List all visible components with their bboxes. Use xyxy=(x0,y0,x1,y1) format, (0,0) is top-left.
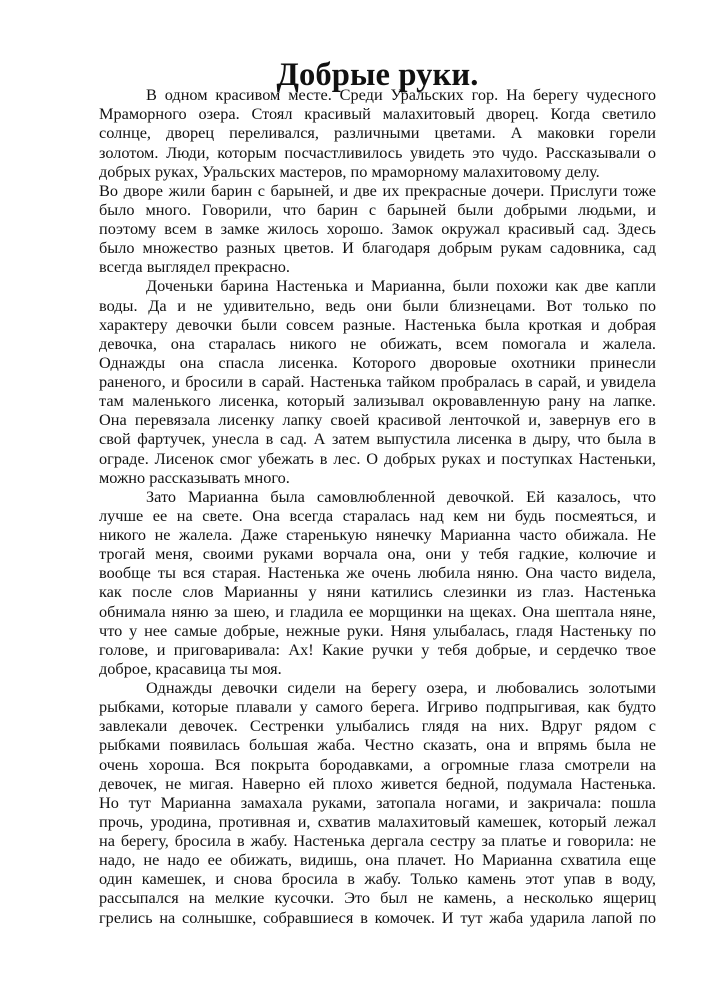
text-line: трогай меня, своими руками ворчала она, они у тебя гадкие, колючие и xyxy=(99,544,656,564)
text-line: всегда выглядел прекрасно. xyxy=(99,257,290,277)
text-line: воды. Да и не удивительно, ведь они были близнецами. Вот только по xyxy=(99,295,656,315)
paragraph xyxy=(99,85,656,181)
paragraph xyxy=(99,678,656,927)
text-line: было много. Говорили, что барин с барыней были добрыми людьми, и xyxy=(99,199,656,219)
text-line: там маленького лисенка, который зализывал окровавленную рану на лапке. xyxy=(99,391,656,411)
text-line: как после слов Марианны у няни катились слезинки из глаз. Настенька xyxy=(99,582,656,602)
text-line: доброе, красавица ты моя. xyxy=(99,658,282,678)
text-line: Во дворе жили барин с барыней, и две их прекрасные дочери. Прислуги тоже xyxy=(99,180,656,200)
text-line: В одном красивом месте. Среди Уральских гор. На берегу чудесного xyxy=(146,85,656,105)
paragraph xyxy=(99,487,656,678)
text-line: рыбками, которые плавали у самого берега. Игриво подпрыгивая, как будто xyxy=(99,697,656,717)
text-line: один камешек, и снова бросила в жабу. Только камень этот упав в воду, xyxy=(99,869,656,889)
text-line: обнимала няню за шею, и гладила ее морщинки на щеках. Она шептала няне, xyxy=(99,601,656,621)
text-line: Однажды девочки сидели на берегу озера, и любовались золотыми xyxy=(146,678,656,697)
document-page xyxy=(99,57,656,927)
text-line: лучше ее на свете. Она всегда старалась над кем ни будь посмеяться, и xyxy=(99,505,656,525)
text-line: Зато Марианна была самовлюбленной девочкой. Ей казалось, что xyxy=(146,486,656,506)
text-line: что у нее самые добрые, нежные руки. Няня улыбалась, гладя Настеньку по xyxy=(99,620,656,640)
text-line: грелись на солнышке, собравшиеся в комочек. И тут жаба ударила лапой по xyxy=(99,907,656,927)
document-title: Добрые руки. xyxy=(276,57,479,93)
text-line: девочек, не мигая. Наверно ей плохо живется бедной, подумала Настенька. xyxy=(99,773,656,793)
text-line: девочка, она старалась никого не обижать, всем помогала и жалела. xyxy=(99,333,656,353)
text-line: надо, не надо ее обижать, видишь, она плачет. Но Марианна схватила еще xyxy=(99,850,656,870)
text-line: прочь, уродина, противная и, схватив малахитовый камешек, который лежал xyxy=(99,811,656,831)
text-line: рассыпался на мелкие кусочки. Это был не камень, а несколько ящериц xyxy=(99,888,656,908)
text-line: никого не жалела. Даже старенькую нянечку Марианна часто обижала. Не xyxy=(99,525,656,544)
text-line: рыбками появилась большая жаба. Честно сказать, она и впрямь была не xyxy=(99,735,656,755)
text-line: было множество разных цветов. И благодаря добрым рукам садовника, сад xyxy=(99,238,656,258)
paragraph xyxy=(99,276,656,486)
text-line: Мраморного озера. Стоял красивый малахитовый дворец. Когда светило xyxy=(99,104,656,124)
text-line: добрых руках, Уральских мастеров, по мраморному малахитовому делу. xyxy=(99,161,600,181)
document-body xyxy=(99,85,656,927)
text-line: очень хороша. Вся покрыта бородавками, а огромные глаза смотрели на xyxy=(99,754,656,774)
text-line: солнце, дворец переливался, различными цветами. А маковки горели xyxy=(99,123,656,143)
text-line: Однажды она спасла лисенка. Которого дворовые охотники принесли xyxy=(99,352,656,372)
text-line: свой фартучек, унесла в сад. А затем выпустила лисенка в дыру, что была в xyxy=(99,429,656,449)
text-line: раненого, и бросили в сарай. Настенька тайком пробралась в сарай, и увидела xyxy=(99,372,656,391)
text-line: Но тут Марианна замахала руками, затопала ногами, и закричала: пошла xyxy=(99,792,656,812)
paragraph xyxy=(99,181,656,277)
text-line: золотом. Люди, которым посчастливилось увидеть это чудо. Рассказывали о xyxy=(99,142,656,162)
text-line: Она перевязала лисенку лапку своей красивой ленточкой и, завернув его в xyxy=(99,410,656,430)
text-line: Доченьки барина Настенька и Марианна, были похожи как две капли xyxy=(146,276,656,296)
text-line: поэтому всем в замке жилось хорошо. Замок окружал красивый сад. Здесь xyxy=(99,219,656,238)
text-line: вообще ты вся старая. Настенька же очень любила няню. Она часто видела, xyxy=(99,563,656,583)
text-line: ограде. Лисенок смог убежать в лес. О добрых руках и поступках Настеньки, xyxy=(99,448,656,468)
text-line: можно рассказывать много. xyxy=(99,467,290,487)
text-line: завлекали девочек. Сестренки улыбались глядя на них. Вдруг рядом с xyxy=(99,716,656,736)
text-line: на берегу, бросила в жабу. Настенька дергала сестру за платье и говорила: не xyxy=(99,831,656,850)
text-line: характеру девочки были совсем разные. Настенька была кроткая и добрая xyxy=(99,314,656,334)
text-line: голове, и приговаривала: Ах! Какие ручки у тебя добрые, и сердечко твое xyxy=(99,639,656,659)
